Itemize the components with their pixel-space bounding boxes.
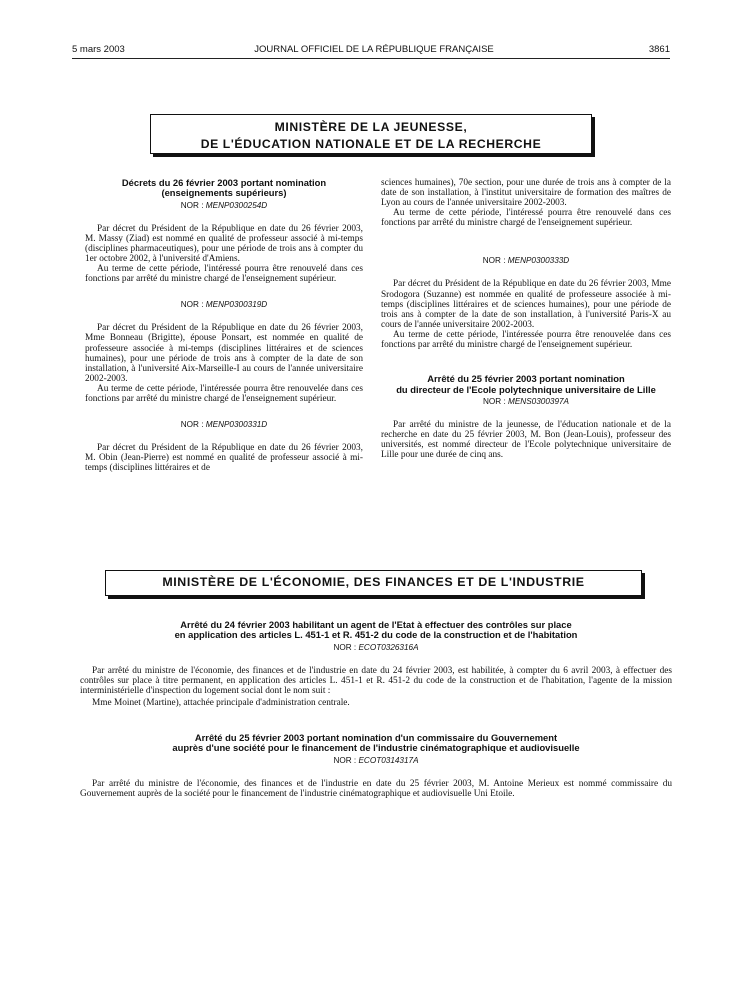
header-journal-title: JOURNAL OFFICIEL DE LA RÉPUBLIQUE FRANÇAISE: [254, 44, 494, 55]
article-title-line2: en application des articles L. 451-1 et R. 451-2 du code de la construction et de l'habitation: [174, 629, 578, 641]
paragraph-bon: Par arrêté du ministre de la jeunesse, de l'éducation nationale et de la recherche en date du 25 février 2003, M. Bon (Jean-Louis), professeur des universités, est nommé directeur de l'Ecole polytechnique universitaire de Lille pour une durée de cinq ans.: [381, 419, 671, 461]
nor-reference: [381, 397, 671, 407]
paragraph-merieux: Par arrêté du ministre de l'économie, des finances et de l'industrie en date du 25 février 2003, M. Antoine Merieux est nommé commissaire du Gouvernement auprès de la société pour le financement de l'industrie cinématographique et audiovisuelle Uni Etoile.: [80, 778, 672, 799]
article-title-controles: [80, 620, 672, 641]
paragraph-renewal: Au terme de cette période, l'intéressé pourra être renouvelé dans ces fonctions par arrêté du ministre chargé de l'enseignement supérieur.: [85, 264, 363, 285]
nor-reference: [85, 420, 363, 430]
ministry-heading-education: [150, 114, 592, 154]
article-title-line2: (enseignements supérieurs): [161, 187, 287, 199]
nor-reference: [381, 256, 671, 266]
paragraph-massy: Par décret du Président de la République en date du 26 février 2003, M. Massy (Ziad) est nommé en qualité de professeur associé à mi-temps (disciplines pharmaceutiques), pour une période de trois ans à compter du 1er octobre 2002, à l'université d'Amiens.: [85, 223, 363, 265]
left-column: [85, 178, 363, 473]
article-title-line2: du directeur de l'Ecole polytechnique universitaire de Lille: [396, 383, 656, 395]
header-page-number: 3861: [648, 44, 670, 55]
nor-prefix: NOR :: [180, 420, 204, 430]
header-date: 5 mars 2003: [72, 44, 125, 55]
nor-code: MENP0300333D: [507, 256, 570, 266]
paragraph-renewal: Au terme de cette période, l'intéressé pourra être renouvelé dans ces fonctions par arrêté du ministre chargé de l'enseignement supérieur.: [381, 208, 671, 229]
nor-code: MENP0300331D: [205, 420, 268, 430]
nor-code: MENP0300254D: [205, 200, 268, 210]
ministry-heading-line2: DE L'ÉDUCATION NATIONALE ET DE LA RECHERCHE: [200, 137, 542, 151]
section-controles: [80, 620, 672, 708]
article-title-line1: Arrêté du 24 février 2003 habilitant un agent de l'Etat à effectuer des contrôles sur place: [180, 619, 572, 630]
article-title-line1: Décrets du 26 février 2003 portant nomination: [121, 177, 327, 188]
paragraph-moinet: Mme Moinet (Martine), attachée principale d'administration centrale.: [92, 698, 350, 709]
paragraph-renewal: Au terme de cette période, l'intéressée pourra être renouvelée dans ces fonctions par arrêté du ministre chargé de l'enseignement supérieur.: [85, 383, 363, 405]
nor-reference: [85, 300, 363, 310]
right-column: [381, 178, 671, 460]
nor-code: MENP0300319D: [205, 300, 268, 310]
paragraph-srodogora: Par décret du Président de la République en date du 26 février 2003, Mme Srodogora (Suzanne) est nommée en qualité de professeure associée à mi-temps (disciplines littéraires et de sciences humaines), pour une période de trois ans à compter de la date de son installation, à l'université Paris-X au cours de l'année universitaire 2002-2003.: [381, 279, 671, 330]
article-title-decrets: [85, 178, 363, 199]
paragraph-bonneau: Par décret du Président de la République en date du 26 février 2003, Mme Bonneau (Brigitte), épouse Ponsart, est nommée en qualité de professeure associée à mi-temps (disciplines littéraires et de sciences humaines), pour une période de trois ans à compter de la date de son installation, à l'université Aix-Marseille-I au cours de l'année universitaire 2002-2003.: [85, 323, 363, 384]
nor-code: ECOT0314317A: [358, 755, 419, 765]
article-title-lille: [381, 374, 671, 395]
article-title-line2: auprès d'une société pour le financement de l'industrie cinématographique et audiovisuelle: [172, 742, 580, 754]
paragraph-obin: Par décret du Président de la République en date du 26 février 2003, M. Obin (Jean-Pierre) est nommé en qualité de professeur associé à mi-temps (disciplines littéraires et de: [85, 443, 363, 474]
nor-reference: [80, 643, 672, 653]
article-title-commissaire: [80, 733, 672, 754]
paragraph-habilitation: Par arrêté du ministre de l'économie, des finances et de l'industrie en date du 24 février 2003, est habilitée, à compter du 6 avril 2003, à effectuer des contrôles sur place à titre permanent, en application des articles L. 451-1 et R. 451-2 du code de la construction et de l'habitation, l'agente de la mission interministérielle d'inspection du logement social dont le nom suit :: [80, 665, 672, 696]
nor-reference: [80, 756, 672, 766]
paragraph-renewal: Au terme de cette période, l'intéressée pourra être renouvelée dans ces fonctions par arrêté du ministre chargé de l'enseignement supérieur.: [381, 329, 671, 351]
ministry-heading-economy: MINISTÈRE DE L'ÉCONOMIE, DES FINANCES ET DE L'INDUSTRIE: [105, 570, 642, 596]
nor-code: ECOT0326316A: [358, 642, 419, 652]
article-title-line1: Arrêté du 25 février 2003 portant nomination: [427, 373, 625, 385]
nor-prefix: NOR :: [333, 755, 357, 765]
nor-prefix: NOR :: [333, 642, 357, 652]
nor-reference: [85, 201, 363, 211]
nor-prefix: NOR :: [180, 200, 204, 210]
nor-prefix: NOR :: [482, 256, 506, 266]
article-title-line1: Arrêté du 25 février 2003 portant nomination d'un commissaire du Gouvernement: [194, 732, 558, 743]
header-rule: [72, 58, 670, 59]
nor-code: MENS0300397A: [508, 396, 570, 406]
section-commissaire: [80, 733, 672, 799]
paragraph-obin-continued: sciences humaines), 70e section, pour une durée de trois ans à compter de la date de son installation, à l'institut universitaire de formation des maîtres de Lyon au cours de l'année universitaire 2002-2003.: [381, 178, 671, 209]
nor-prefix: NOR :: [180, 300, 204, 310]
nor-prefix: NOR :: [482, 396, 506, 406]
ministry-heading-line1: MINISTÈRE DE LA JEUNESSE,: [274, 120, 468, 134]
